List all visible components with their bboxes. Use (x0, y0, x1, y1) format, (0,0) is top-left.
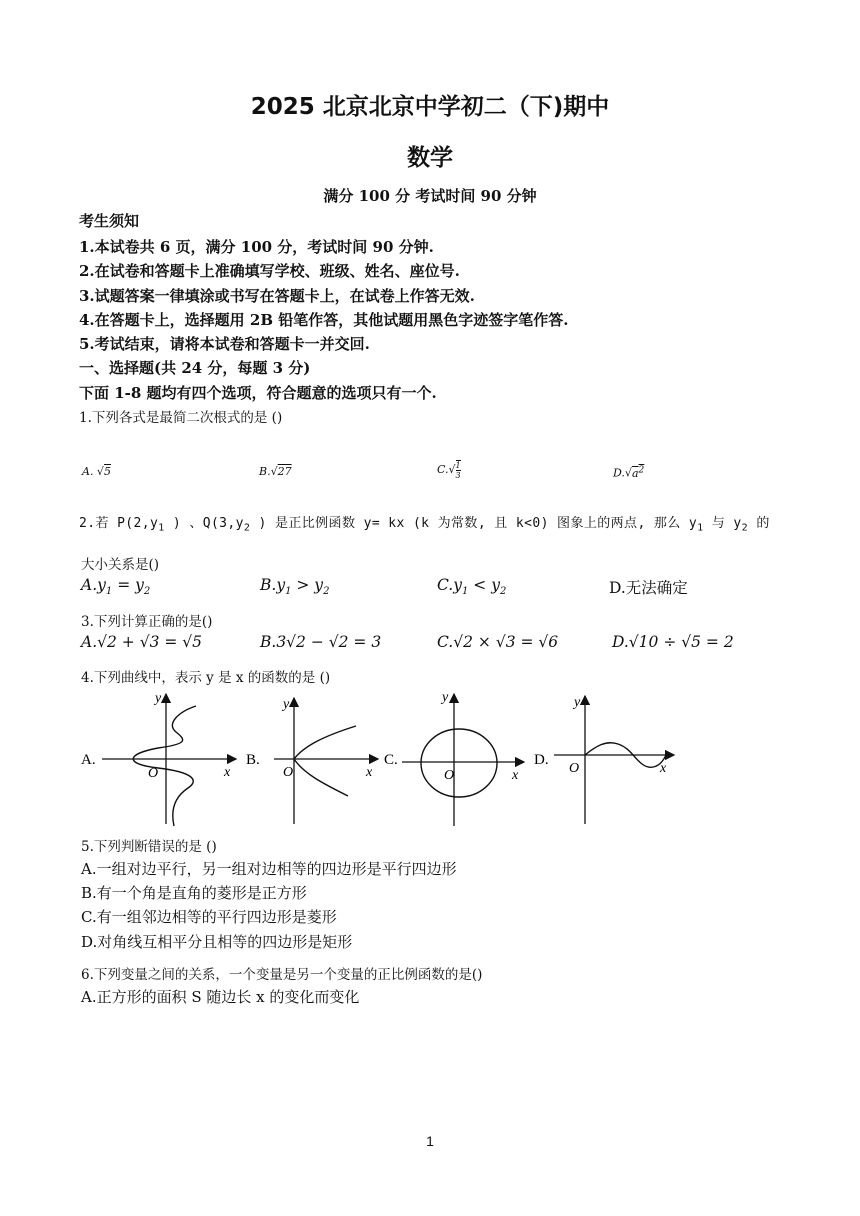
q1-option-a: A. √5 (82, 465, 111, 478)
graph-b-x-label: x (366, 765, 373, 780)
q1-option-d: $D.√a^2$ (613, 465, 645, 480)
section-heading: 一、选择题(共 24 分，每题 3 分) (79, 359, 311, 377)
graph-a-y-label: y (155, 691, 162, 706)
graph-d-label: D. (534, 752, 549, 768)
q3-option-c: C.√2 × √3 = √6 (437, 633, 559, 651)
q2-option-d: D.无法确定 (609, 579, 688, 597)
q5-option-b: B.有一个角是直角的菱形是正方形 (81, 884, 307, 902)
question-6-stem: 6.下列变量之间的关系，一个变量是另一个变量的正比例函数的是() (81, 967, 483, 983)
notice-item: 3.试题答案一律填涂或书写在答题卡上，在试卷上作答无效. (79, 287, 475, 305)
q3-option-a: A.√2 + √3 = √5 (81, 633, 203, 651)
page-number: 1 (426, 1133, 434, 1149)
subject-title: 数学 (407, 145, 453, 171)
graph-b-y-label: y (283, 697, 290, 712)
notice-heading: 考生须知 (79, 212, 140, 230)
q1-option-c: C.√ $\frac{1}{3}$ (437, 461, 461, 480)
q6-option-a: A.正方形的面积 S 随边长 x 的变化而变化 (81, 988, 360, 1006)
notice-item: 2.在试卷和答题卡上准确填写学校、班级、姓名、座位号. (79, 262, 460, 280)
graph-d (534, 695, 674, 824)
graph-d-y-label: y (574, 695, 581, 710)
q5-option-a: A.一组对边平行，另一组对边相等的四边形是平行四边形 (81, 860, 457, 878)
question-5-stem: 5.下列判断错误的是 () (81, 839, 217, 855)
question-4-stem: 4.下列曲线中，表示 y 是 x 的函数的是 () (81, 670, 331, 686)
graph-a (81, 691, 236, 826)
q3-option-b: B.3√2 − √2 = 3 (260, 633, 382, 651)
q3-option-d: D.√10 ÷ √5 = 2 (612, 633, 734, 651)
graph-b (246, 697, 378, 824)
graph-d-origin: O (569, 761, 580, 776)
graph-a-origin: O (148, 766, 159, 781)
graph-a-label: A. (81, 752, 96, 768)
exam-meta: 满分 100 分 考试时间 90 分钟 (323, 187, 537, 205)
q5-option-c: C.有一组邻边相等的平行四边形是菱形 (81, 908, 337, 926)
section-instruction: 下面 1-8 题均有四个选项，符合题意的选项只有一个. (79, 384, 437, 402)
q2-option-c: $C.y_1 < y_2$ (437, 576, 507, 598)
q4-graphs (78, 684, 688, 830)
question-1-stem: 1.下列各式是最简二次根式的是 () (79, 410, 283, 426)
question-3-stem: 3.下列计算正确的是() (81, 614, 213, 630)
q5-option-d: D.对角线互相平分且相等的四边形是矩形 (81, 933, 353, 951)
q2-option-a: $A.y_1 = y_2$ (81, 576, 151, 598)
q2-option-b: $B.y_1 > y_2$ (260, 576, 330, 598)
notice-item: 1.本试卷共 6 页，满分 100 分，考试时间 90 分钟. (79, 238, 434, 256)
graph-c-y-label: y (442, 690, 449, 705)
graph-b-label: B. (246, 752, 260, 768)
question-2-stem: 2.若 $P(2,y_1$ ) 、$Q(3,y_2$ ) 是正比例函数 y= kx (k 为常数, 且 k<0) 图象上的两点, 那么 $y_1$ 与 $y_2$ 的 (79, 516, 770, 534)
graph-d-x-label: x (660, 761, 667, 776)
graph-b-origin: O (283, 765, 294, 780)
graph-c (384, 690, 524, 826)
notice-item: 4.在答题卡上，选择题用 2B 铅笔作答，其他试题用黑色字迹签字笔作答. (79, 311, 569, 329)
graph-c-origin: O (444, 768, 455, 783)
notice-item: 5.考试结束，请将本试卷和答题卡一并交回. (79, 335, 370, 353)
document-title: 2025 北京北京中学初二（下)期中 (250, 94, 610, 120)
q1-option-b: B.√27 (259, 465, 292, 478)
graph-c-x-label: x (512, 768, 519, 783)
graph-a-x-label: x (224, 765, 231, 780)
question-2-stem-cont: 大小关系是() (81, 557, 160, 573)
graph-c-label: C. (384, 752, 398, 768)
